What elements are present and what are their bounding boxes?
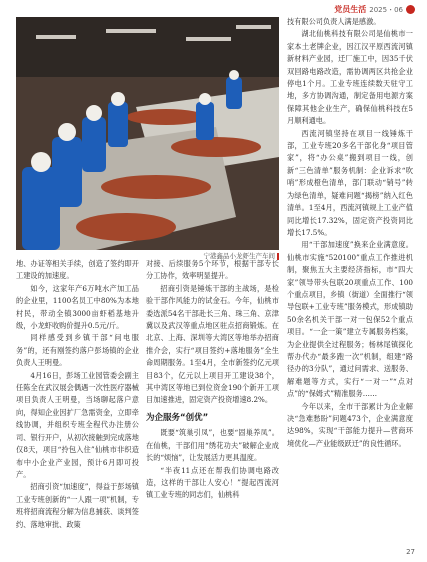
body-paragraph: 用“干部加速度”换来企业满意度。仙桃市实施“520100”重点工作推进机制，聚焦五大主要经济指标，市“四大家”领导带头包联20项重点工作、100个重点项目，乡镇（街道）全面推行“领导包联+工业专班”服务模式，形成镇助50余名机关干部一对一包保52个重点项目。“一企一策”建立专属服务档案，为企业提供全过程服务；杨林尾镇探化帮办代办“最多跑一次”机制，组建“路径办的3分队”，通过问需求、送服务、解难题等方式，实行“一对一”“点对点”的“保姆式”精准服务…… xyxy=(287,240,413,399)
body-paragraph: 技有限公司负责人满是感激。 xyxy=(287,17,381,26)
body-paragraph: 湖北仙桃科技有限公司是仙桃市一家本土老牌企业，因江汉平原西流河镇新材料产业园，迁厂施工中，因35千伏双回路电路改造，需协调两区共抢企业停电1个月。工业专班连续数天驻守工地，多方协调沟通，制定备用电源方案保障其他企业生产，确保仙桃科技在5月顺利通电。 xyxy=(287,29,413,126)
factory-photo xyxy=(16,17,279,250)
body-paragraph: 今年以来，全市干部累计为企业解决“急难愁盼”问题473个，企业满意度达98%，实现“干部能力提升—营商环境优化—产业能级跃迁”的良性循环。 xyxy=(287,401,413,448)
section-heading: 为企服务“创优” xyxy=(146,412,209,423)
body-paragraph: 地、办证等相关手续，创造了签约即开工建设的加速度。 xyxy=(16,259,139,281)
body-paragraph: 同样感受到乡镇干部“问电服务”的，还有刚签约落户彭场镇的企业负责人王明曼。 xyxy=(16,333,139,368)
body-paragraph: 西流河镇坚持在项目一线锤炼干部，工业专班20多名干部化身“项目管家”，将“办公桌”搬到项目一线，创新“三色清单”服务机制：企业诉求“吹哨”形成橙色清单，部门联动“销号”转为绿色清单，疑难问题“揭榜”纳入红色清单。1至4月，西流河镇规上工业产值同比增长17.32%，固定资产投资同比增长17.5%。 xyxy=(287,128,413,237)
body-paragraph: 招商引资是锤炼干部的主战场，是检验干部作风能力的试金石。今年，仙桃市委选派54名干部赴长三角、珠三角、京津冀以及武汉等重点地区驻点招商锻炼。在北京、上海、深圳等大湾区等地举办招商推介会，实行“项目签约+落地服务”全生命周期服务。1至4月，全市新签约亿元项目83个，亿元以上项目开工建设38个，其中湾区等地已到位资金190个新开工项目加速推进，固定资产投资增速8.2%。 xyxy=(146,283,279,405)
page-number: 27 xyxy=(406,548,415,556)
body-paragraph: 既要“筑巢引凤”，也要“固巢养凤”。在仙桃，干部们用“绣花功夫”破解企业成长的“烦恼”，让发展活力更具温度。 xyxy=(146,428,279,463)
body-paragraph: “半夜11点还在帮我们协调电路改造，这样的干部让人安心！”提起西流河镇工业专班的同志们，仙桃科 xyxy=(146,465,279,500)
body-paragraph: 如今，这家年产6万吨水产加工品的企业里，1100名员工中80%为本地村民，带动全镇3000亩虾稻基地升级，小龙虾收购价提升0.5元/斤。 xyxy=(16,283,139,331)
body-paragraph: 对接、后续服务5个环节，根据干部专长分工协作，效率明显提升。 xyxy=(146,259,279,281)
column-2 xyxy=(146,258,279,502)
issue-number: 2025・06 xyxy=(369,5,403,14)
page-header xyxy=(334,4,415,15)
photo-caption-text: 宁港鑫品小龙虾生产车间 xyxy=(203,252,275,260)
body-paragraph: 4月16日，彭场工业园管委会副主任陈全在武汉展会偶遇一次性医疗器械项目负责人王明曼，当场聊起落户意向，得知企业因扩厂急需资金，立即牵线协调，并组织专班全程代办注册公司、银行开户，从初次接触到完成落地仅8天，项目“拎包入住”仙桃市非织造布中小企业产业园，预计6月即可投产。 xyxy=(16,370,139,479)
column-1 xyxy=(16,258,139,531)
body-paragraph: 招商引资“加速度”，得益于彭场镇工业专班创新的“一人跟一项”机制，专班将招商流程分解为信息捕获、谈判签约、落地审批、政策 xyxy=(16,482,139,529)
magazine-name: 党员生活 xyxy=(334,5,367,14)
column-3 xyxy=(287,16,413,450)
header-dot-icon xyxy=(406,5,415,14)
